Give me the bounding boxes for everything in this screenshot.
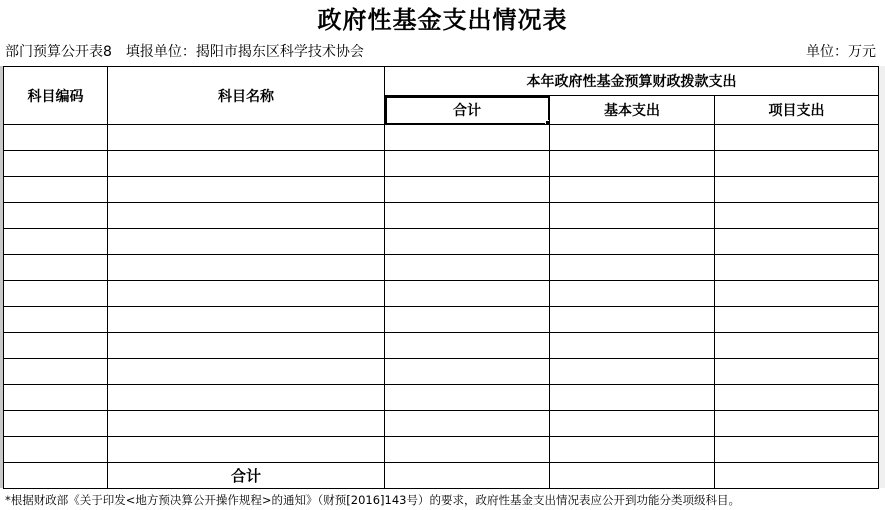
cell-subject-code[interactable] bbox=[4, 281, 108, 307]
header-total[interactable]: 合计 bbox=[385, 96, 550, 125]
cell-total[interactable] bbox=[385, 151, 550, 177]
cell-total[interactable] bbox=[385, 437, 550, 463]
cell-project-expenditure[interactable] bbox=[715, 229, 879, 255]
table-row bbox=[4, 255, 879, 281]
cell-total[interactable] bbox=[385, 177, 550, 203]
cell-subject-code[interactable] bbox=[4, 359, 108, 385]
header-subject-name[interactable]: 科目名称 bbox=[108, 67, 385, 125]
cell-project-expenditure[interactable] bbox=[715, 177, 879, 203]
cell-project-expenditure[interactable] bbox=[715, 359, 879, 385]
header-project-expenditure[interactable]: 项目支出 bbox=[715, 96, 879, 125]
cell-basic-expenditure[interactable] bbox=[550, 437, 715, 463]
cell-project-expenditure[interactable] bbox=[715, 125, 879, 151]
cell-total[interactable] bbox=[385, 203, 550, 229]
table-row bbox=[4, 307, 879, 333]
cell-project-expenditure[interactable] bbox=[715, 437, 879, 463]
cell-basic-expenditure[interactable] bbox=[550, 281, 715, 307]
cell-project-expenditure[interactable] bbox=[715, 411, 879, 437]
cell-subject-name[interactable] bbox=[108, 203, 385, 229]
table-row bbox=[4, 229, 879, 255]
table-body bbox=[4, 67, 879, 489]
total-row-label[interactable]: 合计 bbox=[108, 463, 385, 489]
total-row-total[interactable] bbox=[385, 463, 550, 489]
cell-subject-code[interactable] bbox=[4, 177, 108, 203]
cell-basic-expenditure[interactable] bbox=[550, 255, 715, 281]
column-edge-strip bbox=[878, 66, 885, 488]
total-row-project[interactable] bbox=[715, 463, 879, 489]
cell-basic-expenditure[interactable] bbox=[550, 385, 715, 411]
cell-subject-code[interactable] bbox=[4, 203, 108, 229]
cell-total[interactable] bbox=[385, 125, 550, 151]
cell-subject-name[interactable] bbox=[108, 385, 385, 411]
table-row bbox=[4, 437, 879, 463]
cell-basic-expenditure[interactable] bbox=[550, 333, 715, 359]
cell-basic-expenditure[interactable] bbox=[550, 203, 715, 229]
cell-subject-name[interactable] bbox=[108, 307, 385, 333]
currency-unit: 单位：万元 bbox=[806, 44, 876, 60]
cell-total[interactable] bbox=[385, 411, 550, 437]
cell-total[interactable] bbox=[385, 333, 550, 359]
cell-subject-code[interactable] bbox=[4, 385, 108, 411]
header-row-1 bbox=[4, 67, 879, 96]
cell-subject-code[interactable] bbox=[4, 307, 108, 333]
cell-total[interactable] bbox=[385, 359, 550, 385]
total-row bbox=[4, 463, 879, 489]
header-subject-code[interactable]: 科目编码 bbox=[4, 67, 108, 125]
header-fund-appropriation[interactable]: 本年政府性基金预算财政拨款支出 bbox=[385, 67, 879, 96]
table-row bbox=[4, 385, 879, 411]
report-title: 政府性基金支出情况表 bbox=[317, 5, 568, 34]
cell-project-expenditure[interactable] bbox=[715, 255, 879, 281]
cell-basic-expenditure[interactable] bbox=[550, 177, 715, 203]
cell-total[interactable] bbox=[385, 385, 550, 411]
total-row-code[interactable] bbox=[4, 463, 108, 489]
cell-total[interactable] bbox=[385, 307, 550, 333]
filing-unit: 填报单位：揭阳市揭东区科学技术协会 bbox=[125, 44, 364, 60]
cell-subject-code[interactable] bbox=[4, 437, 108, 463]
table-row bbox=[4, 281, 879, 307]
cell-subject-name[interactable] bbox=[108, 177, 385, 203]
cell-total[interactable] bbox=[385, 255, 550, 281]
cell-subject-code[interactable] bbox=[4, 229, 108, 255]
cell-subject-name[interactable] bbox=[108, 151, 385, 177]
cell-project-expenditure[interactable] bbox=[715, 151, 879, 177]
table-number: 部门预算公开表8 bbox=[5, 44, 112, 60]
cell-subject-code[interactable] bbox=[4, 125, 108, 151]
table-row bbox=[4, 177, 879, 203]
cell-subject-name[interactable] bbox=[108, 359, 385, 385]
table-row bbox=[4, 411, 879, 437]
cell-basic-expenditure[interactable] bbox=[550, 411, 715, 437]
cell-basic-expenditure[interactable] bbox=[550, 359, 715, 385]
cell-project-expenditure[interactable] bbox=[715, 333, 879, 359]
cell-subject-name[interactable] bbox=[108, 281, 385, 307]
table-row bbox=[4, 359, 879, 385]
total-row-basic[interactable] bbox=[550, 463, 715, 489]
cell-basic-expenditure[interactable] bbox=[550, 125, 715, 151]
cell-subject-code[interactable] bbox=[4, 333, 108, 359]
cell-subject-name[interactable] bbox=[108, 333, 385, 359]
cell-subject-name[interactable] bbox=[108, 125, 385, 151]
cell-basic-expenditure[interactable] bbox=[550, 307, 715, 333]
cell-subject-code[interactable] bbox=[4, 151, 108, 177]
cell-subject-code[interactable] bbox=[4, 411, 108, 437]
cell-total[interactable] bbox=[385, 229, 550, 255]
cell-subject-code[interactable] bbox=[4, 255, 108, 281]
report-meta-left bbox=[5, 42, 364, 62]
cell-project-expenditure[interactable] bbox=[715, 307, 879, 333]
cell-subject-name[interactable] bbox=[108, 255, 385, 281]
table-row bbox=[4, 151, 879, 177]
cell-project-expenditure[interactable] bbox=[715, 385, 879, 411]
footnote: *根据财政部《关于印发<地方预决算公开操作规程>的通知》（财预[2016]143号）的要求，政府性基金支出情况表应公开到功能分类项级科目。 bbox=[5, 493, 740, 507]
table-row bbox=[4, 203, 879, 229]
cell-subject-name[interactable] bbox=[108, 229, 385, 255]
cell-project-expenditure[interactable] bbox=[715, 203, 879, 229]
cell-total[interactable] bbox=[385, 281, 550, 307]
cell-subject-name[interactable] bbox=[108, 437, 385, 463]
cell-subject-name[interactable] bbox=[108, 411, 385, 437]
cell-basic-expenditure[interactable] bbox=[550, 151, 715, 177]
table-row bbox=[4, 333, 879, 359]
header-basic-expenditure[interactable]: 基本支出 bbox=[550, 96, 715, 125]
table-row bbox=[4, 125, 879, 151]
cell-project-expenditure[interactable] bbox=[715, 281, 879, 307]
cell-basic-expenditure[interactable] bbox=[550, 229, 715, 255]
fund-expenditure-table bbox=[3, 66, 879, 489]
